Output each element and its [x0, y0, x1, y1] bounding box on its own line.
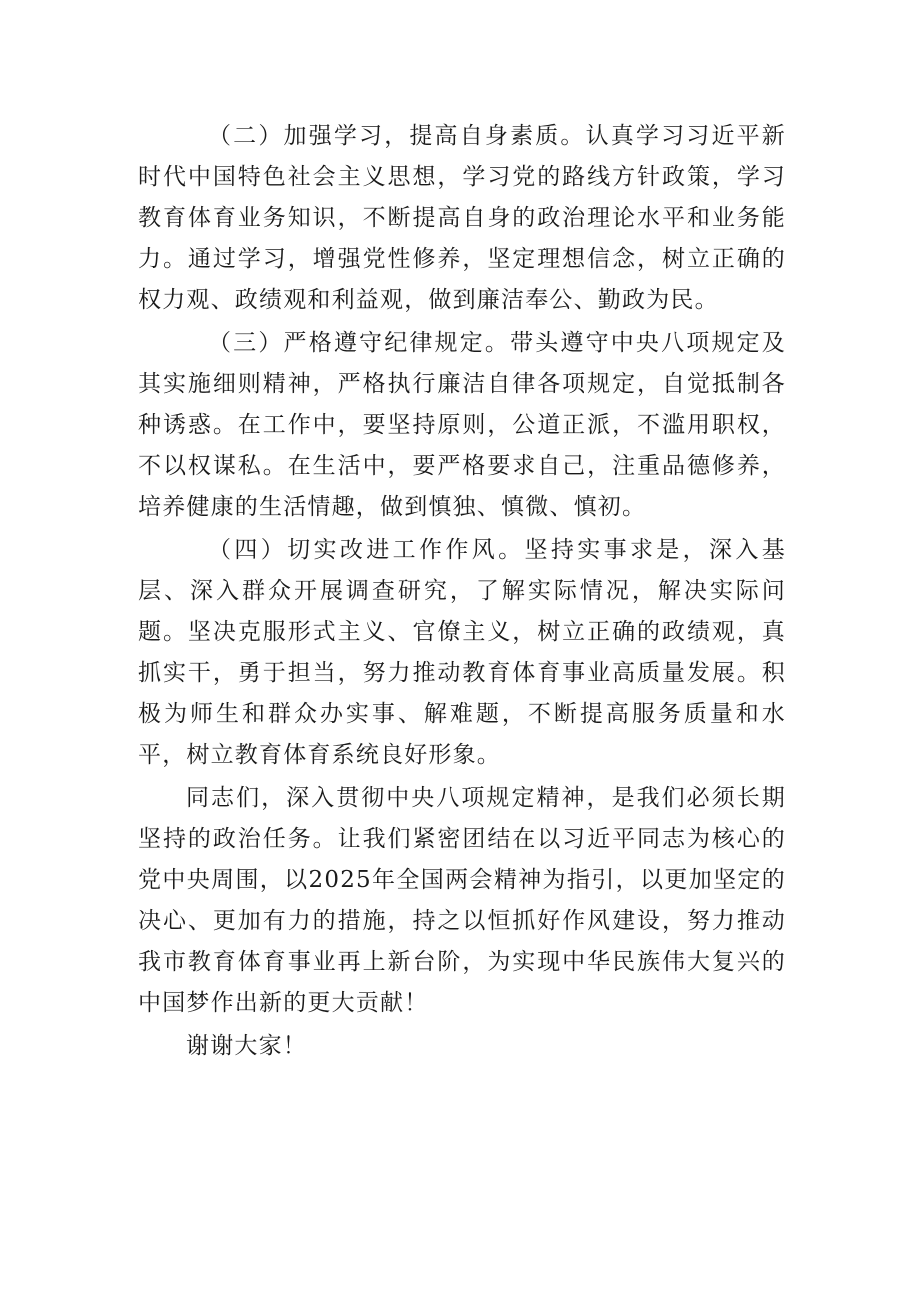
paragraph-conclusion: 同志们，深入贯彻中央八项规定精神，是我们必须长期坚持的政治任务。让我们紧密团结在以习近平同志为核心的党中央周围，以2025年全国两会精神为指引，以更加坚定的决心、更加有力的措施，持之以恒抓好作风建设，努力推动我市教育体育事业再上新台阶，为实现中华民族伟大复兴的中国梦作出新的更大贡献！: [138, 785, 786, 1016]
paragraph-work-style: （四）切实改进工作作风。坚持实事求是，深入基层、深入群众开展调查研究，了解实际情况，解决实际问题。坚决克服形式主义、官僚主义，树立正确的政绩观，真抓实干，勇于担当，努力推动教育体育事业高质量发展。积极为师生和群众办实事、解难题，不断提高服务质量和水平，树立教育体育系统良好形象。: [138, 537, 786, 768]
document-body: [138, 116, 786, 1067]
paragraph-discipline: （三）严格遵守纪律规定。带头遵守中央八项规定及其实施细则精神，严格执行廉洁自律各项规定，自觉抵制各种诱惑。在工作中，要坚持原则，公道正派，不滥用职权，不以权谋私。在生活中，要严格要求自己，注重品德修养，培养健康的生活情趣，做到慎独、慎微、慎初。: [138, 330, 786, 520]
paragraph-thanks: 谢谢大家！: [186, 1033, 307, 1059]
paragraph-study: （二）加强学习，提高自身素质。认真学习习近平新时代中国特色社会主义思想，学习党的路线方针政策，学习教育体育业务知识，不断提高自身的政治理论水平和业务能力。通过学习，增强党性修养，坚定理想信念，树立正确的权力观、政绩观和利益观，做到廉洁奉公、勤政为民。: [138, 123, 786, 313]
